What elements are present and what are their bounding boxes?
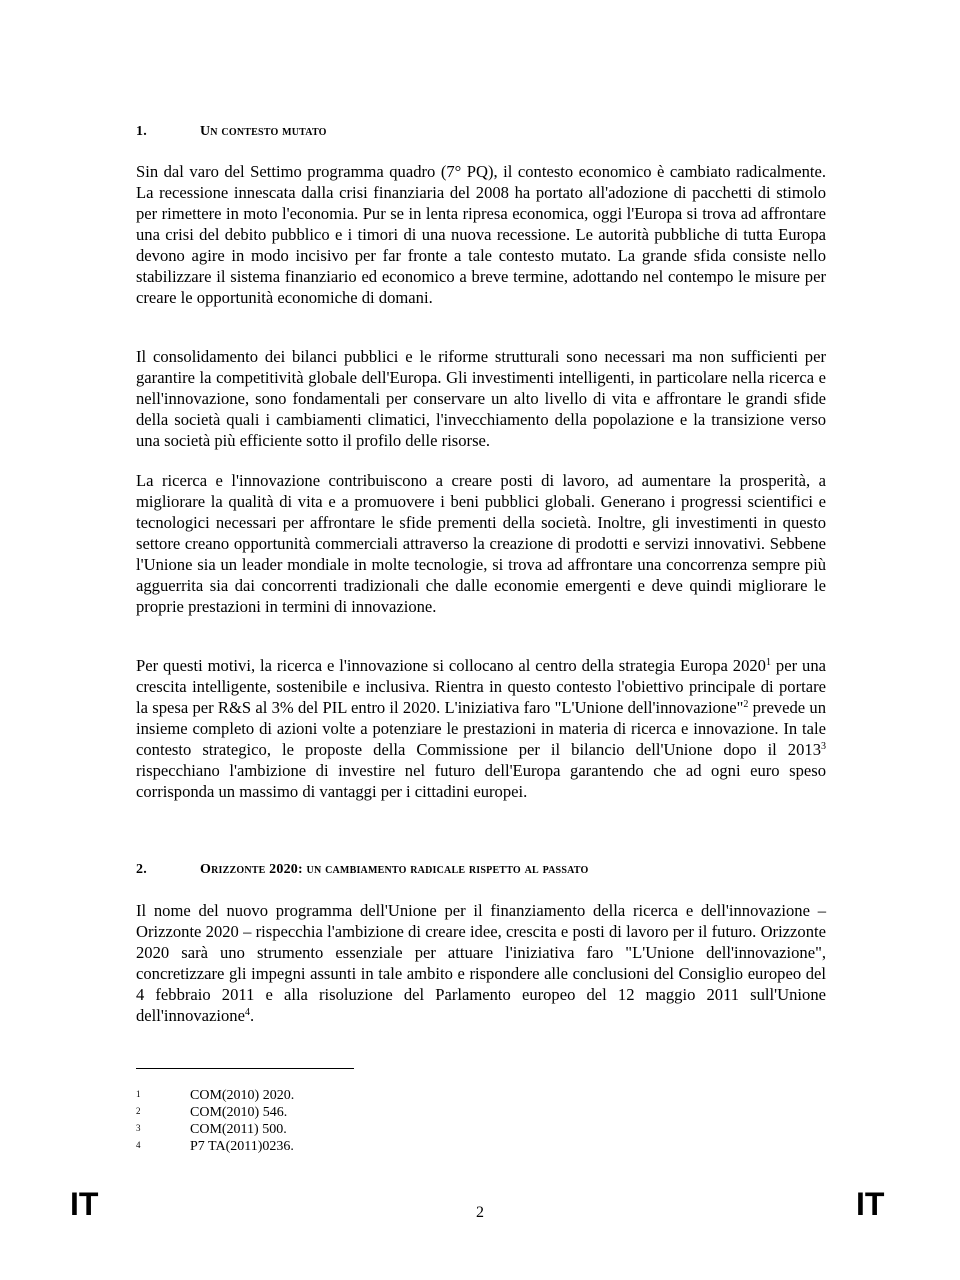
paragraph — [136, 346, 826, 451]
paragraph — [136, 900, 826, 1026]
section-2-title: Orizzonte 2020: un cambiamento radicale rispetto al passato — [200, 862, 589, 877]
footnote-ref: 4 — [244, 1007, 250, 1018]
page-number: 2 — [476, 1204, 484, 1221]
footnote-ref: 3 — [821, 741, 826, 752]
footnote-number: 3 — [136, 1123, 141, 1133]
footnote-text: COM(2011) 500. — [190, 1122, 287, 1137]
footnotes — [136, 1087, 294, 1155]
paragraph-text: Il consolidamento dei bilanci pubblici e le riforme strutturali sono necessari ma non sufficienti per garantire la competitività globale dell'Europa. Gli investimenti intelligenti, in particolare nella ricerca e nell'innovazione, sono fondamentali per conservare un alto livello di vita e affrontare le grandi sfide della società quali i cambiamenti climatici, l'invecchiamento della popolazione e la transizione verso una società più efficiente sotto il profilo delle risorse. — [136, 347, 826, 450]
paragraph-text: La ricerca e l'innovazione contribuiscono a creare posti di lavoro, ad aumentare la prosperità, a migliorare la qualità di vita e a promuovere i beni pubblici globali. Generano i progressi scientifici e tecnologici necessari per affrontare le sfide prementi della società. Inoltre, gli investimenti in questo settore creano opportunità commerciali attraverso la creazione di prodotti e servizi innovativi. Sebbene l'Unione sia un leader mondiale in molte tecnologie, si trova ad affrontare una concorrenza sempre più agguerrita sia dai concorrenti tradizionali che dalle economie emergenti e deve quindi migliorare le proprie prestazioni in termini di innovazione. — [136, 471, 826, 616]
section-1-title: Un contesto mutato — [200, 124, 327, 139]
paragraph-text: . — [249, 1006, 255, 1025]
paragraph-text: prevede un insieme completo di azioni volte a potenziare le prestazioni in materia di ricerca e innovazione. In tale contesto strategico, le proposte della Commissione per il bilancio dell'Unione dopo il 2013 — [136, 698, 826, 759]
footnote-separator — [136, 1068, 354, 1069]
section-2-number: 2. — [136, 862, 147, 877]
language-code-right: IT — [856, 1186, 885, 1222]
section-1-heading — [136, 124, 327, 140]
paragraph-text: Sin dal varo del Settimo programma quadro (7° PQ), il contesto economico è cambiato radicalmente. La recessione innescata dalla crisi finanziaria del 2008 ha portato all'adozione di pacchetti di stimolo per rimettere in moto l'economia. Pur se in lenta ripresa economica, oggi l'Europa si trova ad affrontare una crisi del debito pubblico e i timori di una nuova recessione. Le autorità pubbliche di tutta Europa devono agire in modo incisivo per far fronte a tale contesto mutato. La grande sfida consiste nello stabilizzare il sistema finanziario ed economico a breve termine, adottando nel contempo le misure per creare le opportunità economiche di domani. — [136, 162, 826, 307]
footnote-ref: 2 — [743, 699, 749, 710]
language-code-left: IT — [70, 1186, 99, 1222]
section-1-number: 1. — [136, 124, 147, 139]
paragraph — [136, 470, 826, 617]
paragraph — [136, 161, 826, 308]
footnote-text: COM(2010) 2020. — [190, 1088, 295, 1103]
paragraph — [136, 655, 826, 802]
footnote-number: 2 — [136, 1106, 141, 1116]
footnote — [136, 1121, 294, 1138]
footnote-number: 1 — [136, 1089, 141, 1099]
footnote — [136, 1087, 294, 1104]
footnote — [136, 1104, 294, 1121]
paragraph-text: Il nome del nuovo programma dell'Unione per il finanziamento della ricerca e dell'innovazione – Orizzonte 2020 – rispecchia l'ambizione di creare idee, crescita e posti di lavoro per il futuro. Orizzonte 2020 sarà uno strumento essenziale per attuare l'iniziativa faro "L'Unione dell'innovazione", concretizzare gli impegni assunti in tale ambito e rispondere alle conclusioni del Consiglio europeo del 4 febbraio 2011 e alla risoluzione del Parlamento europeo del 12 maggio 2011 sull'Unione dell'innovazione — [136, 901, 826, 1025]
footnote-ref: 1 — [765, 657, 771, 668]
footnote-text: COM(2010) 546. — [190, 1105, 288, 1120]
paragraph-text: Per questi motivi, la ricerca e l'innovazione si collocano al centro della strategia Europa 2020 — [136, 656, 766, 675]
paragraph-text: per una crescita intelligente, sostenibile e inclusiva. Rientra in questo contesto l'obiettivo principale di portare la spesa per R&S al 3% del PIL entro il 2020. L'iniziativa faro "L'Unione dell'innovazione" — [136, 656, 826, 717]
paragraph-text: rispecchiano l'ambizione di investire nel futuro dell'Europa garantendo che ad ogni euro speso corrisponda un massimo di vantaggi per i cittadini europei. — [136, 761, 826, 801]
footnote-number: 4 — [136, 1140, 141, 1150]
footnote-text: P7 TA(2011)0236. — [190, 1139, 294, 1154]
section-2-heading — [136, 862, 588, 878]
footnote — [136, 1138, 294, 1155]
